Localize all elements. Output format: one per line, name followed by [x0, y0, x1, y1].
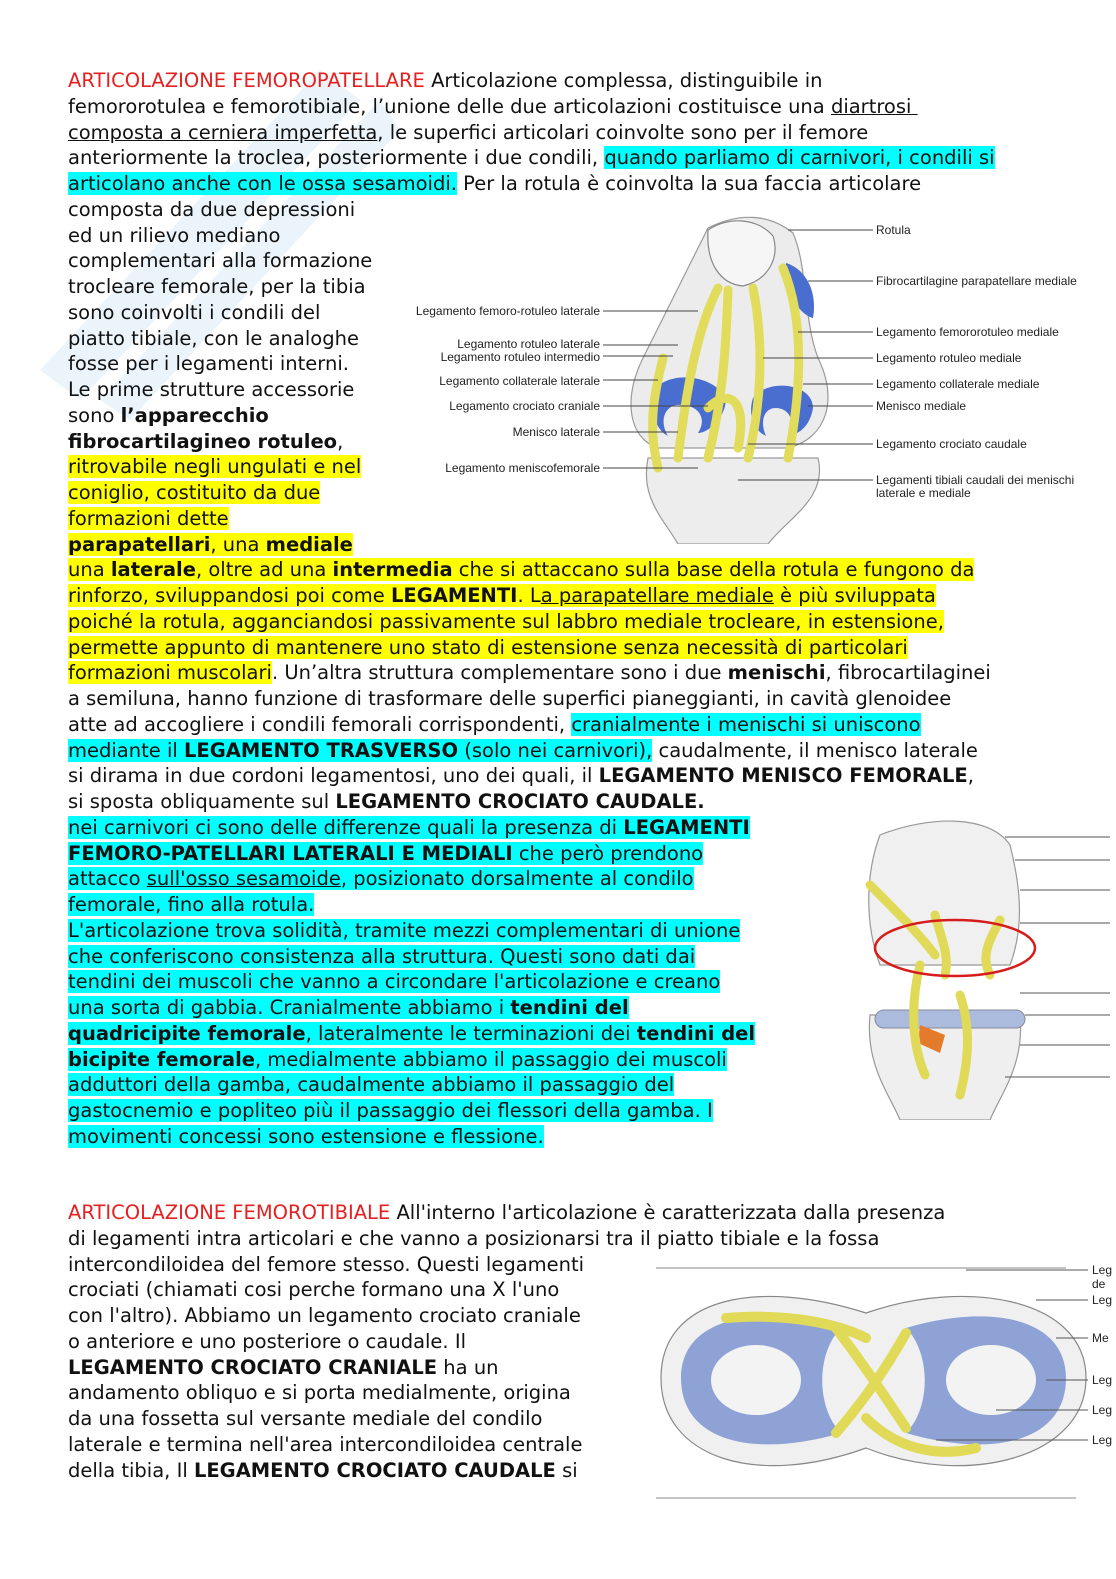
text-run: ritrovabile negli ungulati e nel [68, 455, 362, 479]
text-run: mediante il [68, 738, 184, 762]
text-run: femororotulea e femorotibiale, l’unione delle due articolazioni costituisce una [68, 94, 831, 118]
text-run: parapatellari [68, 532, 211, 556]
text-run: laterale [110, 558, 196, 582]
text-run: gastocnemio e popliteo più il passaggio dei flessori della gamba. I [68, 1099, 713, 1122]
text-run: ha un [437, 1355, 499, 1379]
text-run: si [555, 1458, 578, 1482]
text-run: cranialmente i menischi si uniscono [571, 712, 921, 736]
text-run: , [967, 764, 974, 788]
text-run: a semiluna, hanno funzione di trasformare delle superfici pianeggianti, in cavità glenoidee [68, 687, 952, 710]
label-fig3-right: Leg [1092, 1373, 1113, 1387]
paragraph-line-femorotibiale [68, 1200, 945, 1226]
label-fig3-right: Leg [1092, 1293, 1113, 1307]
paragraph-line-femoropatellare [68, 789, 705, 815]
text-run: , fibrocartilaginei [825, 661, 991, 685]
text-run: adduttori della gamba, caudalmente abbiamo il passaggio del [68, 1073, 675, 1097]
text-run: sono coinvolti i condili del [68, 300, 321, 324]
text-run: intermedia [332, 558, 453, 582]
text-run: di legamenti intra articolari e che vanno a posizionarsi tra il piatto tibiale e la fossa [68, 1226, 880, 1250]
text-run: crociati (chiamati cosi perche formano una X l'uno [68, 1278, 560, 1302]
text-run: complementari alla formazione [68, 249, 373, 273]
paragraph-line-femorotibiale [68, 1355, 499, 1381]
paragraph-line-femoropatellare [68, 120, 868, 146]
paragraph-line-femoropatellare [68, 351, 349, 377]
text-run: , medialmente abbiamo il passaggio dei muscoli [254, 1047, 727, 1071]
text-run: a parapatellare mediale [540, 584, 774, 607]
paragraph-line-femoropatellare [68, 660, 991, 686]
paragraph-line-femoropatellare [68, 1098, 713, 1124]
text-run: FEMORO-PATELLARI LATERALI E MEDIALI [68, 841, 513, 865]
text-run: femorale, fino alla rotula. [68, 893, 315, 916]
paragraph-line-femoropatellare [68, 171, 921, 197]
label-fig3-right: Leg [1092, 1263, 1113, 1277]
paragraph-line-femorotibiale [68, 1277, 559, 1303]
text-run: che si attaccano sulla base della rotula e fungono da [452, 558, 975, 582]
paragraph-line-femoropatellare [68, 557, 974, 583]
label-fig1-left: Legamento meniscofemorale [445, 461, 600, 475]
text-run: composta da due depressioni [68, 197, 356, 221]
label-fig1-left: Legamento crociato craniale [449, 399, 600, 413]
paragraph-line-femoropatellare [68, 274, 366, 300]
paragraph-line-femoropatellare [68, 326, 359, 352]
text-run: piatto tibiale, con le analoghe [68, 326, 359, 350]
text-run: coniglio, costituito da due [68, 481, 321, 504]
label-fig3-right: de [1092, 1277, 1106, 1291]
text-run: articolano anche con le ossa sesamoidi. [68, 172, 457, 195]
text-run: ed un rilievo mediano [68, 223, 281, 247]
text-run: formazioni muscolari [68, 661, 272, 685]
text-run: poiché la rotula, agganciandosi passivamente sul labbro mediale trocleare, in estensione, [68, 609, 944, 633]
paragraph-line-femoropatellare [68, 918, 740, 944]
paragraph-line-femorotibiale [68, 1432, 582, 1458]
paragraph-line-femoropatellare [68, 815, 750, 841]
text-run: si dirama in due cordoni legamentosi, uno dei quali, il [68, 764, 599, 788]
text-run: diartrosi [830, 94, 918, 118]
text-run: composta a cerniera imperfetta [68, 120, 378, 144]
text-run: mediale [265, 532, 353, 556]
paragraph-line-femoropatellare [68, 300, 320, 326]
paragraph-line-femoropatellare [68, 1021, 755, 1047]
text-run: si sposta obliquamente sul [68, 790, 336, 813]
text-run: All'interno l'articolazione è caratterizzata dalla presenza [390, 1201, 946, 1224]
paragraph-line-femoropatellare [68, 1124, 544, 1150]
paragraph-line-femoropatellare [68, 429, 343, 455]
label-fig1-right: Legamento crociato caudale [876, 437, 1027, 451]
paragraph-line-femoropatellare [68, 763, 974, 789]
paragraph-line-femorotibiale [68, 1458, 578, 1484]
text-run: una [68, 558, 111, 582]
paragraph-line-femoropatellare [68, 68, 822, 94]
text-run: è più sviluppata [773, 584, 936, 607]
paragraph-line-femoropatellare [68, 94, 918, 120]
text-run: , le superfici articolari coinvolte sono per il femore [377, 120, 869, 144]
text-run: menischi [727, 661, 826, 685]
label-fig3-right: Leg [1092, 1403, 1113, 1417]
label-fig1-right: Menisco mediale [876, 399, 967, 413]
text-run: tendini del [636, 1021, 756, 1045]
text-run: LEGAMENTI [390, 584, 518, 607]
text-run: LEGAMENTO CROCIATO CRANIALE [68, 1355, 438, 1379]
text-run: intercondiloidea del femore stesso. Questi legamenti [68, 1252, 585, 1276]
text-run: Le prime strutture accessorie [68, 378, 355, 401]
paragraph-line-femoropatellare [68, 145, 995, 171]
paragraph-line-femorotibiale [68, 1329, 466, 1355]
paragraph-line-femorotibiale [68, 1252, 584, 1278]
section-title: ARTICOLAZIONE FEMOROTIBIALE [68, 1201, 391, 1224]
text-run: LEGAMENTO CROCIATO CAUDALE [193, 1458, 556, 1482]
text-run: andamento obliquo e si porta medialmente, origina [68, 1381, 571, 1405]
paragraph-line-femoropatellare [68, 506, 229, 532]
text-run: caudalmente, il menisco laterale [652, 738, 978, 762]
text-run: (solo nei carnivori), [458, 738, 653, 762]
text-run: , oltre ad una [195, 558, 333, 582]
paragraph-line-femoropatellare [68, 635, 908, 661]
carnivore-knee-figure [840, 815, 1110, 1120]
label-fig1-left: Menisco laterale [512, 425, 600, 439]
text-run: atte ad accogliere i condili femorali corrispondenti, [68, 712, 572, 736]
label-fig1-right: Rotula [876, 223, 911, 237]
text-run: nei carnivori ci sono delle differenze quali la presenza di [68, 815, 624, 839]
text-run: fibrocartilagineo rotuleo [68, 429, 338, 453]
text-run: che però prendono [512, 841, 704, 865]
text-run: . L [517, 584, 541, 607]
paragraph-line-femoropatellare [68, 223, 280, 249]
paragraph-line-femoropatellare [68, 686, 951, 712]
label-fig1-left: Legamento rotuleo intermedio [440, 350, 600, 364]
label-fig3-right: Leg [1092, 1433, 1113, 1447]
text-run: l’apparecchio [120, 403, 269, 427]
text-run: o anteriore e uno posteriore o caudale. Il [68, 1329, 466, 1353]
label-fig1-right: Legamenti tibiali caudali dei menischi [876, 473, 1075, 487]
text-run: rinforzo, sviluppandosi poi come [68, 584, 391, 607]
paragraph-line-femoropatellare [68, 738, 978, 764]
label-fig1-left: Legamento femoro-rotuleo laterale [415, 304, 600, 318]
text-run: fosse per i legamenti interni. [68, 352, 349, 376]
text-run: , posizionato dorsalmente al condilo [340, 867, 694, 891]
text-run: laterale e termina nell'area intercondiloidea centrale [68, 1432, 583, 1456]
text-run: sull'osso sesamoide [146, 867, 341, 891]
paragraph-line-femoropatellare [68, 1072, 674, 1098]
paragraph-line-femoropatellare [68, 866, 694, 892]
text-run: sono [68, 403, 121, 427]
text-run: LEGAMENTO MENISCO FEMORALE [598, 764, 968, 788]
text-run: quadricipite femorale [68, 1021, 306, 1045]
text-run: della tibia, Il [68, 1458, 194, 1482]
text-run: tendini dei muscoli che vanno a circondare l'articolazione e creano [68, 970, 721, 994]
text-run: movimenti concessi sono estensione e flessione. [68, 1124, 544, 1148]
tibial-plateau-figure [636, 1258, 1116, 1506]
text-run: permette appunto di mantenere uno stato di estensione senza necessità di particolari [68, 635, 908, 659]
text-run: tendini del [510, 996, 629, 1019]
text-run: da una fossetta sul versante mediale del condilo [68, 1407, 543, 1430]
text-run: , lateralmente le terminazioni dei [305, 1021, 637, 1045]
paragraph-line-femoropatellare [68, 532, 353, 558]
label-fig1-right: laterale e mediale [876, 486, 971, 500]
label-fig1-right: Legamento femororotuleo mediale [876, 325, 1059, 339]
label-fig1-left: Legamento collaterale laterale [439, 374, 600, 388]
paragraph-line-femoropatellare [68, 944, 695, 970]
paragraph-line-femoropatellare [68, 248, 372, 274]
knee-front-figure [408, 208, 1108, 544]
paragraph-line-femoropatellare [68, 841, 703, 867]
text-run: anteriormente la troclea, posteriormente i due condili, [68, 146, 605, 170]
paragraph-line-femoropatellare [68, 969, 720, 995]
paragraph-line-femoropatellare [68, 609, 944, 635]
text-run: che conferiscono consistenza alla struttura. Questi sono dati dai [68, 944, 696, 968]
paragraph-line-femoropatellare [68, 892, 314, 918]
label-fig1-left: Legamento rotuleo laterale [457, 337, 600, 351]
text-run: LEGAMENTO CROCIATO CAUDALE. [335, 790, 705, 813]
paragraph-line-femoropatellare [68, 403, 269, 429]
text-run: quando parliamo di carnivori, i condili si [604, 146, 995, 170]
paragraph-line-femoropatellare [68, 583, 936, 609]
paragraph-line-femoropatellare [68, 377, 354, 403]
text-run: LEGAMENTI [623, 815, 750, 839]
label-fig1-right: Legamento collaterale mediale [876, 377, 1040, 391]
paragraph-line-femoropatellare [68, 454, 361, 480]
paragraph-line-femoropatellare [68, 197, 355, 223]
text-run: LEGAMENTO TRASVERSO [183, 738, 459, 762]
text-run: una sorta di gabbia. Cranialmente abbiamo i [68, 996, 511, 1019]
label-fig3-right: Me [1092, 1331, 1109, 1345]
text-run: bicipite femorale [68, 1047, 255, 1071]
text-run: trocleare femorale, per la tibia [68, 275, 366, 298]
paragraph-line-femoropatellare [68, 480, 320, 506]
text-run: L'articolazione trova solidità, tramite mezzi complementari di unione [68, 918, 741, 942]
paragraph-line-femorotibiale [68, 1380, 571, 1406]
label-fig1-right: Legamento rotuleo mediale [876, 351, 1022, 365]
label-fig1-right: Fibrocartilagine parapatellare mediale [876, 274, 1077, 288]
text-run: . Un’altra struttura complementare sono i due [271, 661, 728, 685]
text-run: formazioni dette [68, 506, 229, 530]
paragraph-line-femoropatellare [68, 712, 921, 738]
paragraph-line-femorotibiale [68, 1303, 581, 1329]
text-run: con l'altro). Abbiamo un legamento crociato craniale [68, 1304, 581, 1327]
text-run: , una [210, 532, 266, 556]
section-title: ARTICOLAZIONE FEMOROPATELLARE [68, 69, 425, 92]
text-run: , [337, 429, 344, 453]
text-run: Per la rotula è coinvolta la sua faccia articolare [456, 172, 922, 195]
text-run: Articolazione complessa, distinguibile in [424, 69, 823, 92]
paragraph-line-femorotibiale [68, 1226, 879, 1252]
paragraph-line-femorotibiale [68, 1406, 542, 1432]
text-run: attacco [68, 867, 147, 891]
paragraph-line-femoropatellare [68, 995, 629, 1021]
paragraph-line-femoropatellare [68, 1047, 727, 1073]
